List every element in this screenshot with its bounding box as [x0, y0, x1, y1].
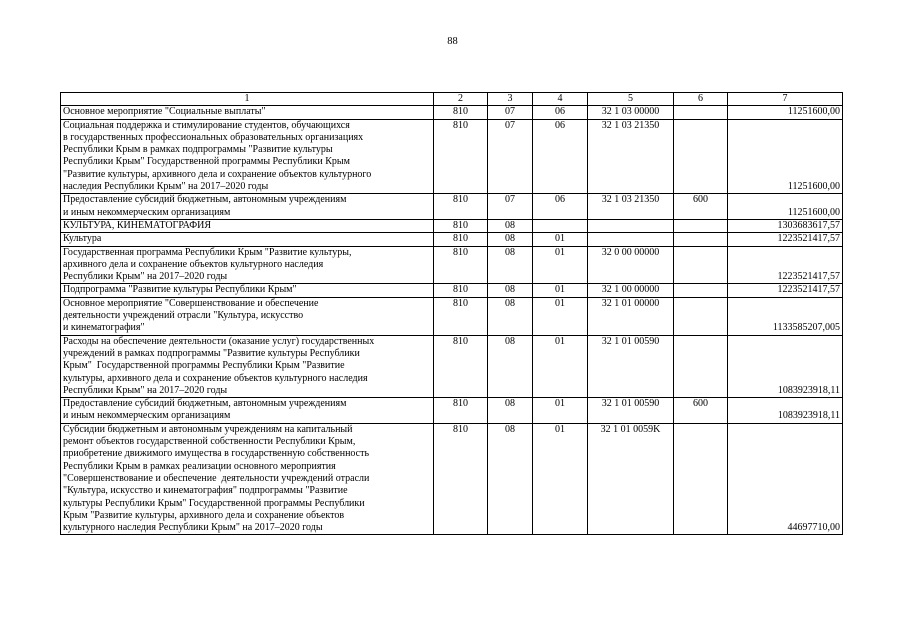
expense-name-cell: Государственная программа Республики Крым "Развитие культуры, архивного дела и сохранение объектов культурного наследия Республики Крым" на 2017–2020 годы [61, 246, 434, 284]
target-article-cell: 32 1 01 00590 [588, 335, 674, 397]
target-article-cell: 32 1 01 00000 [588, 297, 674, 335]
table-row [61, 398, 843, 424]
section-cell: 07 [488, 119, 533, 194]
column-header: 6 [674, 93, 728, 106]
table-row [61, 233, 843, 246]
target-article-cell: 32 0 00 00000 [588, 246, 674, 284]
expense-name-cell: Основное мероприятие "Совершенствование и обеспечение деятельности учреждений отрасли "Культура, искусство и кинематография" [61, 297, 434, 335]
grbs-cell: 810 [434, 246, 488, 284]
target-article-cell [588, 219, 674, 232]
budget-table [60, 92, 843, 535]
section-cell: 08 [488, 284, 533, 297]
table-row [61, 335, 843, 397]
grbs-cell: 810 [434, 423, 488, 535]
table-header-row [61, 93, 843, 106]
column-header: 7 [728, 93, 843, 106]
expense-name-cell: Расходы на обеспечение деятельности (оказание услуг) государственных учреждений в рамках подпрограммы "Развитие культуры Республики Крым" Государственной программы Республики Крым "Развитие культуры, архивного дела и сохранение объектов культурного наследия Республики Крым" на 2017–2020 годы [61, 335, 434, 397]
amount-cell: 44697710,00 [728, 423, 843, 535]
grbs-cell: 810 [434, 106, 488, 119]
section-cell: 07 [488, 106, 533, 119]
subsection-cell: 06 [533, 106, 588, 119]
expense-type-cell [674, 335, 728, 397]
subsection-cell: 01 [533, 246, 588, 284]
expense-name-cell: Субсидии бюджетным и автономным учреждениям на капитальный ремонт объектов государственной собственности Республики Крым, приобретение движимого имущества в государственную собственность Республики Крым в рамках реализации основного мероприятия "Совершенствование и обеспечение деятельности учреждений отрасли "Культура, искусство и кинематография" подпрограммы "Развитие культуры Республики Крым" Государственной программы Республики Крым "Развитие культуры, архивного дела и сохранение объектов культурного наследия Республики Крым" на 2017–2020 годы [61, 423, 434, 535]
grbs-cell: 810 [434, 335, 488, 397]
amount-cell: 1083923918,11 [728, 398, 843, 424]
section-cell: 08 [488, 297, 533, 335]
target-article-cell: 32 1 03 21350 [588, 194, 674, 220]
amount-cell: 11251600,00 [728, 119, 843, 194]
table-row [61, 297, 843, 335]
column-header: 3 [488, 93, 533, 106]
amount-cell: 1303683617,57 [728, 219, 843, 232]
target-article-cell: 32 1 00 00000 [588, 284, 674, 297]
subsection-cell: 01 [533, 233, 588, 246]
table-row [61, 194, 843, 220]
table-row [61, 423, 843, 535]
table-row [61, 246, 843, 284]
target-article-cell: 32 1 01 0059K [588, 423, 674, 535]
subsection-cell: 01 [533, 297, 588, 335]
amount-cell: 1223521417,57 [728, 284, 843, 297]
subsection-cell: 06 [533, 119, 588, 194]
column-header: 1 [61, 93, 434, 106]
section-cell: 08 [488, 219, 533, 232]
target-article-cell [588, 233, 674, 246]
subsection-cell: 01 [533, 423, 588, 535]
expense-name-cell: Социальная поддержка и стимулирование студентов, обучающихся в государственных профессиональных образовательных организациях Республики Крым в рамках подпрограммы "Развитие культуры Республики Крым" Государственной программы Республики Крым "Развитие культуры, архивного дела и сохранение объектов культурного наследия Республики Крым" на 2017–2020 годы [61, 119, 434, 194]
expense-type-cell [674, 297, 728, 335]
expense-name-cell: Предоставление субсидий бюджетным, автономным учреждениям и иным некоммерческим организациям [61, 398, 434, 424]
subsection-cell: 01 [533, 335, 588, 397]
subsection-cell [533, 219, 588, 232]
column-header: 5 [588, 93, 674, 106]
section-cell: 08 [488, 246, 533, 284]
amount-cell: 11251600,00 [728, 106, 843, 119]
amount-cell: 1083923918,11 [728, 335, 843, 397]
section-cell: 07 [488, 194, 533, 220]
expense-name-cell: Основное мероприятие "Социальные выплаты" [61, 106, 434, 119]
target-article-cell: 32 1 03 00000 [588, 106, 674, 119]
expense-type-cell [674, 119, 728, 194]
grbs-cell: 810 [434, 233, 488, 246]
amount-cell: 1223521417,57 [728, 246, 843, 284]
expense-type-cell [674, 219, 728, 232]
section-cell: 08 [488, 233, 533, 246]
target-article-cell: 32 1 03 21350 [588, 119, 674, 194]
expense-name-cell: КУЛЬТУРА, КИНЕМАТОГРАФИЯ [61, 219, 434, 232]
grbs-cell: 810 [434, 119, 488, 194]
page-number: 88 [447, 36, 458, 47]
expense-type-cell [674, 106, 728, 119]
expense-type-cell: 600 [674, 194, 728, 220]
column-header: 4 [533, 93, 588, 106]
expense-type-cell [674, 284, 728, 297]
amount-cell: 1223521417,57 [728, 233, 843, 246]
expense-name-cell: Культура [61, 233, 434, 246]
expense-type-cell: 600 [674, 398, 728, 424]
amount-cell: 1133585207,005 [728, 297, 843, 335]
table-row [61, 119, 843, 194]
expense-type-cell [674, 423, 728, 535]
grbs-cell: 810 [434, 297, 488, 335]
table-row [61, 284, 843, 297]
subsection-cell: 01 [533, 398, 588, 424]
column-header: 2 [434, 93, 488, 106]
grbs-cell: 810 [434, 194, 488, 220]
grbs-cell: 810 [434, 398, 488, 424]
subsection-cell: 01 [533, 284, 588, 297]
table-row [61, 106, 843, 119]
target-article-cell: 32 1 01 00590 [588, 398, 674, 424]
amount-cell: 11251600,00 [728, 194, 843, 220]
expense-name-cell: Предоставление субсидий бюджетным, автономным учреждениям и иным некоммерческим организациям [61, 194, 434, 220]
expense-type-cell [674, 233, 728, 246]
section-cell: 08 [488, 398, 533, 424]
expense-name-cell: Подпрограмма "Развитие культуры Республики Крым" [61, 284, 434, 297]
subsection-cell: 06 [533, 194, 588, 220]
table-row [61, 219, 843, 232]
grbs-cell: 810 [434, 284, 488, 297]
section-cell: 08 [488, 335, 533, 397]
grbs-cell: 810 [434, 219, 488, 232]
expense-type-cell [674, 246, 728, 284]
section-cell: 08 [488, 423, 533, 535]
